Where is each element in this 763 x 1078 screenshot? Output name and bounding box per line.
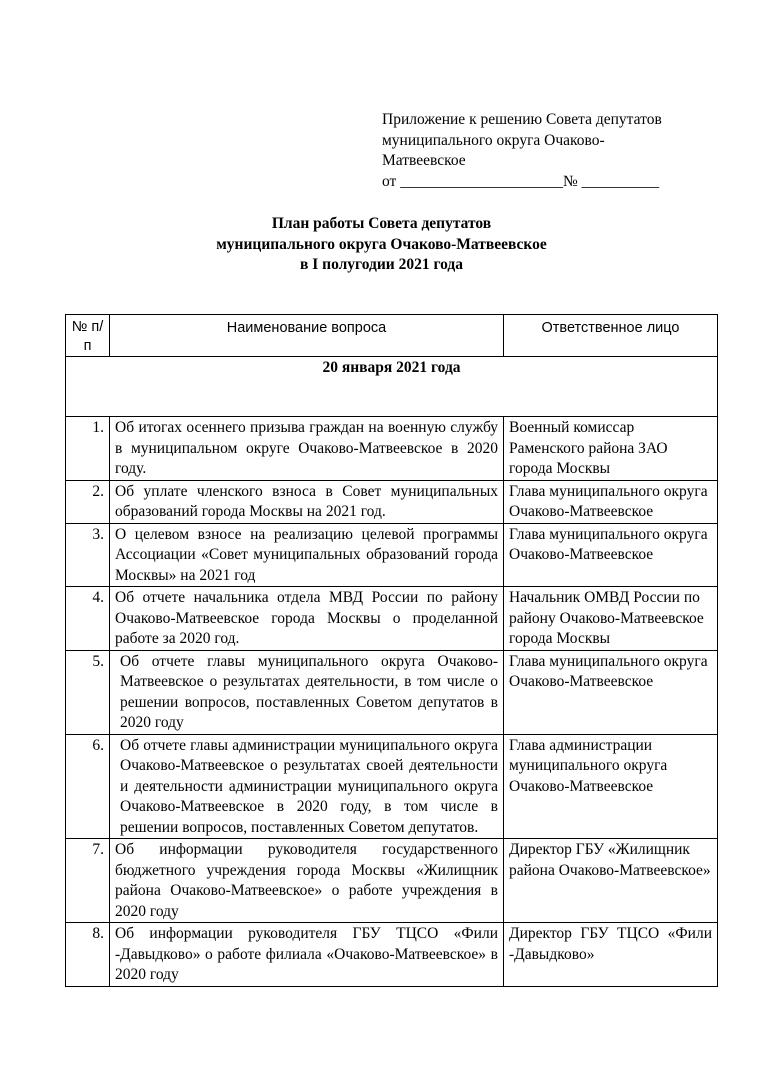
row-responsible: Глава администрации муниципального округа Очаково-Матвеевское [504, 734, 718, 839]
table-header-row [66, 315, 718, 357]
row-num: 1. [66, 417, 110, 481]
header-question: Наименование вопроса [110, 315, 504, 357]
table-row [66, 650, 718, 734]
row-num: 6. [66, 734, 110, 839]
row-question: Об итогах осеннего призыва граждан на военную службу в муниципальном округе Очаково-Матвеевское в 2020 году. [110, 417, 504, 481]
row-question: Об отчете главы муниципального округа Очаково-Матвеевское о результатах деятельности, в том числе о решении вопросов, поставленных Советом депутатов в 2020 году [110, 650, 504, 734]
section-date-row [66, 357, 718, 417]
row-responsible: Глава муниципального округа Очаково-Матвеевское [504, 523, 718, 587]
row-num: 8. [66, 923, 110, 987]
row-responsible: Глава муниципального округа Очаково-Матвеевское [504, 480, 718, 523]
header-num: № п/п [66, 315, 110, 357]
row-num: 2. [66, 480, 110, 523]
table-row [66, 587, 718, 651]
work-plan-table [65, 314, 718, 987]
table-row [66, 734, 718, 839]
row-responsible: Начальник ОМВД России по району Очаково-Матвеевское города Москвы [504, 587, 718, 651]
table-row [66, 523, 718, 587]
appendix-line-1: Приложение к решению Совета депутатов [382, 111, 662, 128]
title-line-1: План работы Совета депутатов [271, 215, 492, 232]
title-line-2: муниципального округа Очаково-Матвеевское [216, 235, 547, 253]
appendix-block [382, 110, 722, 192]
row-responsible: Директор ГБУ ТЦСО «Фили -Давыдково» [504, 923, 718, 987]
row-question: Об отчете главы администрации муниципального округа Очаково-Матвеевское о результатах своей деятельности и деятельности администрации муниципального округа Очаково-Матвеевское в 2020 году, в том числе в решении вопросов, поставленных Советом депутатов. [110, 734, 504, 839]
table-row [66, 417, 718, 481]
table-row [66, 923, 718, 987]
appendix-line-2: муниципального округа Очаково- [382, 131, 605, 149]
table-row [66, 839, 718, 923]
section-date: 20 января 2021 года [66, 357, 718, 417]
appendix-date-number-line: от _____________________№ __________ [382, 172, 660, 190]
appendix-line-3: Матвеевское [382, 152, 466, 169]
document-title [0, 214, 763, 276]
row-question: Об информации руководителя государственного бюджетного учреждения города Москвы «Жилищник района Очаково-Матвеевское» о работе учреждения в 2020 году [110, 839, 504, 923]
header-responsible: Ответственное лицо [504, 315, 718, 357]
row-num: 4. [66, 587, 110, 651]
row-num: 3. [66, 523, 110, 587]
row-question: Об информации руководителя ГБУ ТЦСО «Фили -Давыдково» о работе филиала «Очаково-Матвеевское» в 2020 году [110, 923, 504, 987]
row-question: Об отчете начальника отдела МВД России по району Очаково-Матвеевское города Москвы о проделанной работе за 2020 год. [110, 587, 504, 651]
row-responsible: Глава муниципального округа Очаково-Матвеевское [504, 650, 718, 734]
row-question: О целевом взносе на реализацию целевой программы Ассоциации «Совет муниципальных образований города Москвы» на 2021 год [110, 523, 504, 587]
row-num: 5. [66, 650, 110, 734]
table-row [66, 480, 718, 523]
row-responsible: Военный комиссар Раменского района ЗАО города Москвы [504, 417, 718, 481]
row-num: 7. [66, 839, 110, 923]
row-question: Об уплате членского взноса в Совет муниципальных образований города Москвы на 2021 год. [110, 480, 504, 523]
row-responsible: Директор ГБУ «Жилищник района Очаково-Матвеевское» [504, 839, 718, 923]
title-line-3: в I полугодии 2021 года [299, 256, 464, 273]
